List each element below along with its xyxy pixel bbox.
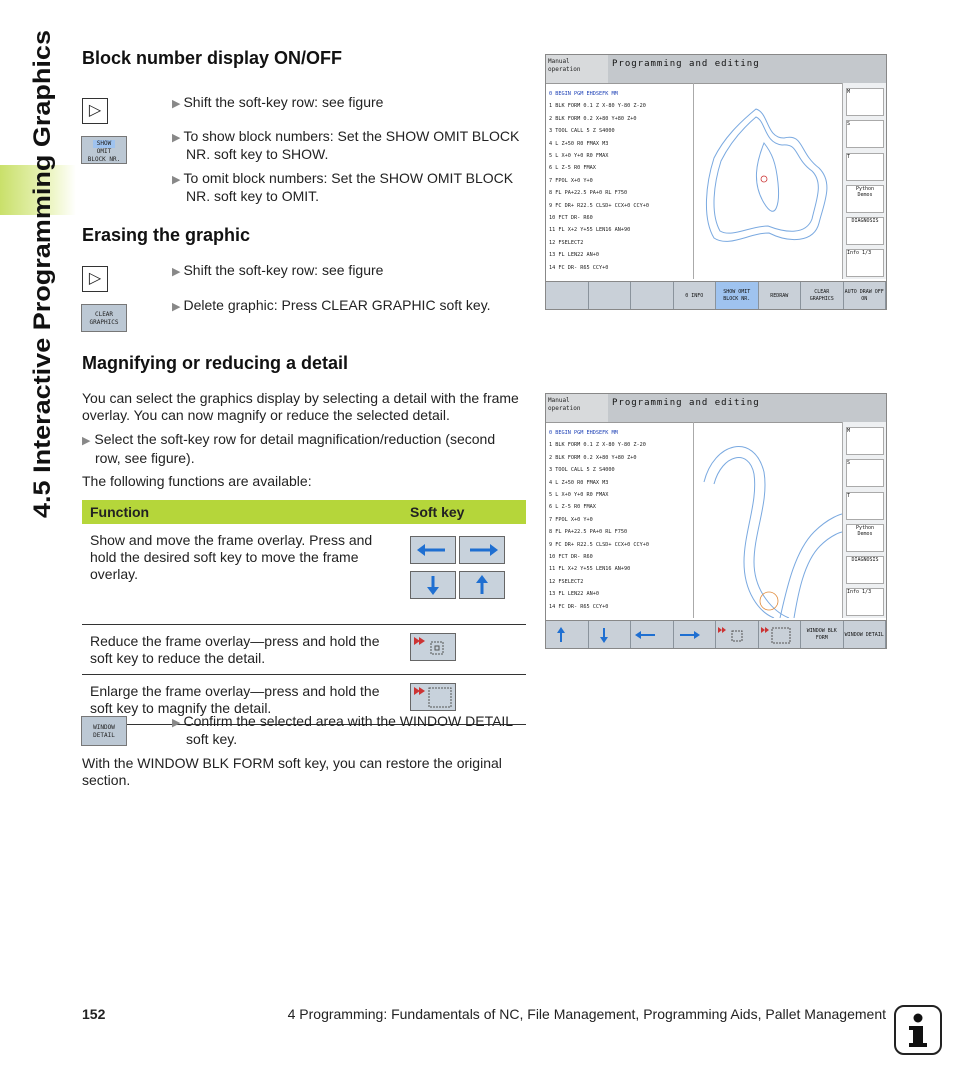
- step-confirm: ▶ Confirm the selected area with the WINDOW DETAIL soft key.: [172, 713, 514, 747]
- softkey-clear-graphics[interactable]: CLEAR GRAPHICS: [801, 282, 844, 310]
- side-chapter-title: [20, 30, 60, 520]
- right-arrow-icon[interactable]: [674, 621, 717, 649]
- function-table: [82, 500, 526, 725]
- step-show-numbers: ▶ To show block numbers: Set the SHOW OMIT BLOCK NR. soft key to SHOW.: [172, 128, 520, 162]
- status-panel: M S T Python Demos DIAGNOSIS Info 1/3: [842, 422, 887, 618]
- softkey-blank[interactable]: [631, 282, 674, 310]
- following-functions: The following functions are available:: [82, 473, 312, 489]
- clear-graphics-softkey[interactable]: CLEAR GRAPHICS: [81, 304, 127, 332]
- magnify-intro: You can select the graphics display by selecting a detail with the frame overlay. You can now magnify or reduce the selected detail.: [82, 390, 519, 423]
- next-row-key-icon[interactable]: ▷: [82, 98, 108, 124]
- heading-block-number: Block number display ON/OFF: [82, 48, 343, 68]
- step-shift-row-2: ▶ Shift the soft-key row: see figure: [172, 262, 384, 278]
- step-omit-numbers: ▶ To omit block numbers: Set the SHOW OMIT BLOCK NR. soft key to OMIT.: [172, 170, 514, 204]
- softkey-blank[interactable]: [546, 282, 589, 310]
- softkey-redraw[interactable]: REDRAW: [759, 282, 802, 310]
- left-arrow-key-icon[interactable]: [410, 536, 456, 564]
- program-listing: 0 BEGIN PGM EHDSEFK MM 1 BLK FORM 0.1 Z X-80 Y-80 Z-20 2 BLK FORM 0.2 X+80 Y+80 Z+0 3 TOOL CALL 5 Z S4000 4 L Z+50 R0 FMAX M3 5 L X+0 Y+0 R0 FMAX 6 L Z-5 R0 FMAX 7 FPOL X+0 Y+0 8 FL PA+22.5 PA+0 RL F750 9 FC DR+ R22.5 CLSD+ CCX+0 CCY+0 10 FCT DR- R60 11 FL X+2 Y+55 LEN16 AN+90 12 FSELECT2 13 FL LEN22 AN+0 14 FC DR- R65 CCY+0: [549, 430, 649, 610]
- softkey-window-detail[interactable]: WINDOW DETAIL: [844, 621, 887, 649]
- col-function: Function: [82, 500, 402, 524]
- restore-note: With the WINDOW BLK FORM soft key, you can restore the original section.: [82, 755, 502, 788]
- softkey-info[interactable]: 0 INFO: [674, 282, 717, 310]
- footer-chapter: 4 Programming: Fundamentals of NC, File Management, Programming Aids, Pallet Management: [287, 1006, 886, 1022]
- softkey-auto-draw[interactable]: AUTO DRAW OFF ON: [844, 282, 887, 310]
- up-arrow-key-icon[interactable]: [459, 571, 505, 599]
- control-screen-2: [545, 393, 887, 649]
- table-row: Reduce the frame overlay—press and hold the soft key to reduce the detail.: [82, 624, 526, 674]
- screen-title: Programming and editing: [608, 394, 886, 422]
- screen-title: Programming and editing: [608, 55, 886, 83]
- reduce-frame-icon[interactable]: [716, 621, 759, 649]
- col-softkey: Soft key: [402, 500, 526, 524]
- step-shift-row: ▶ Shift the soft-key row: see figure: [172, 94, 384, 110]
- contour-graphic: [693, 83, 842, 279]
- status-panel: M S T Python Demos DIAGNOSIS Info 1/3: [842, 83, 887, 279]
- magnify-bullet: ▶ Select the soft-key row for detail magnification/reduction (second row, see figure).: [82, 431, 496, 466]
- side-title-text: 4.5 Interactive Programming Graphics: [29, 84, 56, 518]
- enlarge-frame-icon[interactable]: [759, 621, 802, 649]
- heading-erasing: Erasing the graphic: [82, 225, 251, 245]
- zoomed-graphic: [693, 422, 842, 618]
- table-row: Show and move the frame overlay. Press and hold the desired soft key to move the frame overlay.: [82, 524, 526, 624]
- up-arrow-icon[interactable]: [546, 621, 589, 649]
- down-arrow-icon[interactable]: [589, 621, 632, 649]
- softkey-row-2: [546, 620, 886, 649]
- heading-magnify: Magnifying or reducing a detail: [82, 353, 349, 373]
- next-row-key-icon[interactable]: ▷: [82, 266, 108, 292]
- right-arrow-key-icon[interactable]: [459, 536, 505, 564]
- softkey-window-blk-form[interactable]: WINDOW BLK FORM: [801, 621, 844, 649]
- softkey-blank[interactable]: [589, 282, 632, 310]
- info-icon: [894, 1005, 942, 1055]
- left-arrow-icon[interactable]: [631, 621, 674, 649]
- show-omit-softkey[interactable]: SHOW OMIT BLOCK NR.: [81, 136, 127, 164]
- mode-label: Manual operation: [548, 58, 581, 73]
- reduce-frame-key-icon[interactable]: [410, 633, 456, 661]
- control-screen-1: [545, 54, 887, 310]
- step-delete-graphic: ▶ Delete graphic: Press CLEAR GRAPHIC soft key.: [172, 297, 491, 313]
- page-number: 152: [82, 1006, 106, 1022]
- mode-label: Manual operation: [548, 397, 581, 412]
- softkey-row-1: [546, 281, 886, 310]
- enlarge-frame-key-icon[interactable]: [410, 683, 456, 711]
- down-arrow-key-icon[interactable]: [410, 571, 456, 599]
- table-row: Enlarge the frame overlay—press and hold the soft key to magnify the detail.: [82, 674, 526, 724]
- window-detail-softkey[interactable]: WINDOW DETAIL: [81, 716, 127, 746]
- softkey-show-omit[interactable]: SHOW OMIT BLOCK NR.: [716, 282, 759, 310]
- program-listing: 0 BEGIN PGM EHDSEFK MM 1 BLK FORM 0.1 Z X-80 Y-80 Z-20 2 BLK FORM 0.2 X+80 Y+80 Z+0 3 TOOL CALL 5 Z S4000 4 L Z+50 R0 FMAX M3 5 L X+0 Y+0 R0 FMAX 6 L Z-5 R0 FMAX 7 FPOL X+0 Y+0 8 FL PA+22.5 PA+0 RL F750 9 FC DR+ R22.5 CLSD+ CCX+0 CCY+0 10 FCT DR- R60 11 FL X+2 Y+55 LEN16 AN+90 12 FSELECT2 13 FL LEN22 AN+0 14 FC DR- R65 CCY+0: [549, 91, 649, 271]
